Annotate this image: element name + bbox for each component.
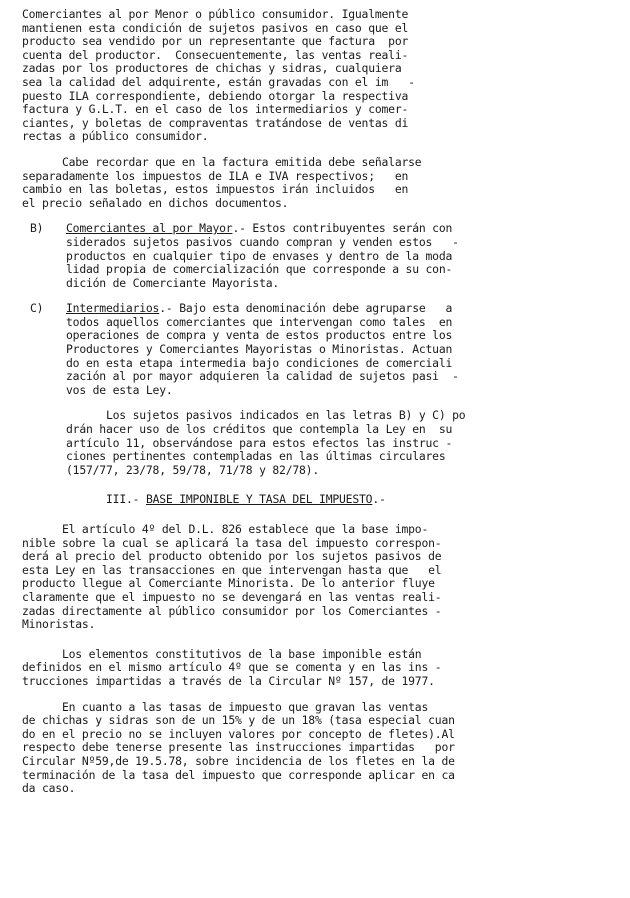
text-line: vos de esta Ley. — [66, 382, 173, 397]
text-line: cambio en las boletas, estos impuestos irán incluidos en — [22, 182, 409, 197]
text-line: do en el precio no se incluyen valores por concepto de fletes).Al — [22, 726, 455, 741]
text-line: da caso. — [22, 781, 76, 796]
item-title: Intermediarios — [66, 301, 160, 316]
text-line: En cuanto a las tasas de impuesto que gravan las ventas — [22, 699, 429, 714]
text-line: sea la calidad del adquirente, están gravadas con el im - — [22, 74, 415, 89]
text-line: drán hacer uso de los créditos que contempla la Ley en su — [66, 422, 453, 437]
heading-suffix: .- — [372, 492, 386, 507]
heading-title: BASE IMPONIBLE Y TASA DEL IMPUESTO — [145, 492, 373, 507]
item-c — [22, 302, 610, 397]
text-line: nible sobre la cual se aplicará la tasa del impuesto correspon- — [22, 535, 442, 550]
text-line: puesto ILA correspondiente, debiendo otorgar la respectiva — [22, 88, 409, 103]
item-b — [22, 222, 610, 290]
text-line: terminación de la tasa del impuesto que corresponde aplicar en ca — [22, 767, 455, 782]
text-line: factura y G.L.T. en el caso de los intermediarios y comer- — [22, 102, 409, 117]
text-line: El artículo 4º del D.L. 826 establece que la base impo- — [22, 522, 429, 536]
text-line: producto sea vendido por un representante que factura por — [22, 34, 409, 49]
item-title: Comerciantes al por Mayor — [66, 221, 233, 236]
text-line: lidad propia de comercialización que corresponde a su con- — [66, 262, 453, 277]
text-line: artículo 11, observándose para estos efectos las instruc - — [66, 435, 453, 450]
text-line: trucciones impartidas a través de la Circular Nº 157, de 1977. — [22, 673, 435, 688]
text-line: siderados sujetos pasivos cuando compran y venden estos - — [66, 234, 459, 249]
cabe-paragraph — [22, 156, 610, 210]
text-line: producto llegue al Comerciante Minorista. De lo anterior fluye — [22, 576, 435, 591]
text-line: Cabe recordar que en la factura emitida debe señalarse — [22, 154, 422, 169]
text-line — [66, 222, 610, 236]
text-line: separadamente los impuestos de ILA e IVA respectivos; en — [22, 168, 409, 183]
item-first-line: .- Estos contribuyentes serán con — [232, 221, 453, 236]
text-line: de chichas y sidras son de un 15% y de un 18% (tasa especial cuan — [22, 713, 455, 728]
text-line: Minoristas. — [22, 617, 96, 632]
text-line: derá al precio del producto obtenido por los sujetos pasivos de — [22, 549, 442, 564]
text-line — [66, 302, 610, 316]
articulo-paragraph — [22, 523, 610, 632]
text-line: rectas a público consumidor. — [22, 129, 209, 144]
text-line: (157/77, 23/78, 59/78, 71/78 y 82/78). — [66, 462, 319, 477]
sujetos-paragraph — [22, 409, 610, 477]
section-heading — [22, 493, 610, 507]
text-line: el precio señalado en dichos documentos. — [22, 195, 289, 210]
intro-paragraph — [22, 8, 610, 144]
text-line: respecto debe tenerse presente las instrucciones impartidas por — [22, 740, 455, 755]
item-first-line: .- Bajo esta denominación debe agruparse a — [159, 301, 453, 316]
heading-number: III.- — [106, 492, 146, 507]
text-line: productos en cualquier tipo de envases y dentro de la moda — [66, 248, 453, 263]
text-line: operaciones de compra y venta de estos productos entre los — [66, 328, 453, 343]
text-line: zadas por los productores de chichas y sidras, cualquiera — [22, 61, 402, 76]
text-line: definidos en el mismo artículo 4º que se comenta y en las ins - — [22, 660, 442, 675]
text-line: esta Ley en las transacciones en que intervengan hasta que el — [22, 562, 442, 577]
text-line: todos aquellos comerciantes que intervengan como tales en — [66, 314, 453, 329]
item-letter: C) — [30, 301, 44, 316]
text-line: ciones pertinentes contempladas en las últimas circulares — [66, 449, 446, 464]
text-line: ciantes, y boletas de compraventas tratándose de ventas di — [22, 115, 409, 130]
item-letter: B) — [30, 221, 44, 236]
text-line: dición de Comerciante Mayorista. — [66, 275, 280, 290]
text-line: zación al por mayor adquieren la calidad de sujetos pasi - — [66, 369, 459, 384]
text-line: Circular Nº59,de 19.5.78, sobre incidencia de los fletes en la de — [22, 753, 455, 768]
text-line: mantienen esta condición de sujetos pasivos en caso que el — [22, 20, 409, 35]
text-line: zadas directamente al público consumidor por los Comerciantes - — [22, 603, 442, 618]
text-line: claramente que el impuesto no se devengará en las ventas reali- — [22, 589, 442, 604]
elementos-paragraph — [22, 648, 610, 689]
text-line: cuenta del productor. Consecuentemente, las ventas reali- — [22, 47, 409, 62]
text-line: Los sujetos pasivos indicados en las letras B) y C) po — [66, 408, 466, 423]
text-line: do en esta etapa intermedia bajo condiciones de comerciali — [66, 355, 453, 370]
text-line: Comerciantes al por Menor o público consumidor. Igualmente — [22, 7, 409, 21]
text-line: Los elementos constitutivos de la base imponible están — [22, 646, 422, 661]
text-line: Productores y Comerciantes Mayoristas o Minoristas. Actuan — [66, 342, 453, 357]
tasas-paragraph — [22, 701, 610, 796]
